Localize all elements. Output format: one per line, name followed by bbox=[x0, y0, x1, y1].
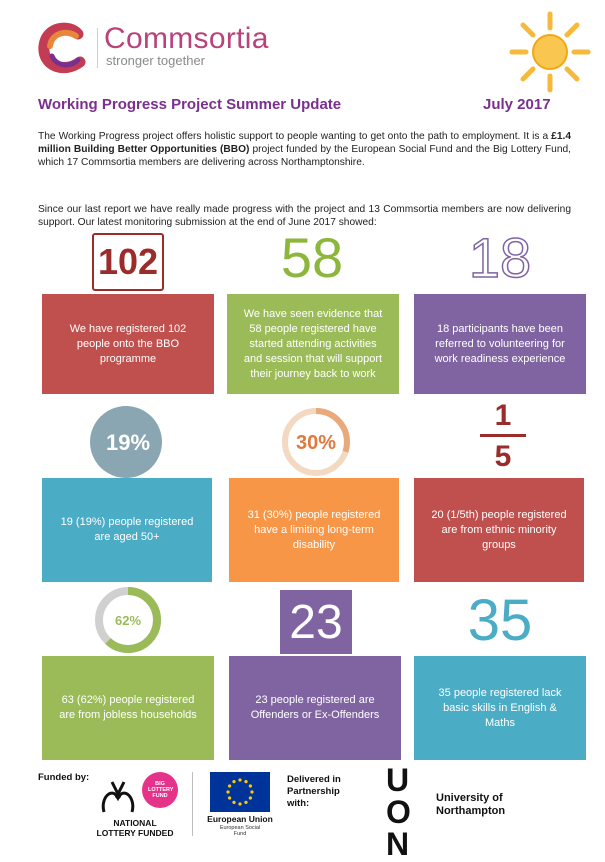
figure-23 bbox=[280, 590, 352, 654]
logo-divider bbox=[97, 28, 98, 68]
stat-text-basic-skills: 35 people registered lack basic skills in English & Maths bbox=[438, 686, 562, 729]
eu-star bbox=[226, 790, 229, 793]
commsortia-logo-icon bbox=[38, 22, 90, 74]
eu-star bbox=[244, 801, 247, 804]
figure-30-percent bbox=[278, 404, 354, 480]
eu-label: European Union bbox=[207, 814, 273, 824]
stat-box-basic-skills bbox=[414, 656, 586, 760]
stat-box-jobless bbox=[42, 656, 214, 760]
national-lottery-label: NATIONAL LOTTERY FUNDED bbox=[96, 818, 174, 838]
figure-19-percent bbox=[88, 404, 164, 480]
brand-name: Commsortia bbox=[104, 22, 269, 55]
uon-logo: UON bbox=[386, 762, 410, 862]
stat-text-volunteering: 18 participants have been referred to volunteering for work readiness experience bbox=[434, 322, 566, 365]
eu-star bbox=[228, 784, 231, 787]
stat-box-volunteering bbox=[414, 294, 586, 394]
brand-tagline: stronger together bbox=[106, 53, 206, 68]
eu-star bbox=[238, 778, 241, 781]
stat-box-attending bbox=[227, 294, 399, 394]
eu-star bbox=[250, 790, 253, 793]
footer-divider bbox=[192, 772, 193, 836]
figure-62-percent bbox=[92, 584, 164, 656]
figure-102-text: 102 bbox=[97, 241, 159, 282]
figure-30-percent-text: 30% bbox=[295, 432, 337, 454]
intro-text-end: project funded by the European Social Fund and the Big Lottery Fund, which 17 Commsortia members are delivering across Northamptonshire. bbox=[38, 144, 571, 168]
progress-paragraph: Since our last report we have really made progress with the project and 13 Commsortia members are now delivering support. Our latest monitoring submission at the end of June 2017 showed: bbox=[38, 204, 571, 228]
stat-text-registered: We have registered 102 people onto the BBO programme bbox=[69, 322, 187, 365]
figure-35: 35 bbox=[467, 588, 533, 653]
eu-star bbox=[238, 802, 241, 805]
figure-102 bbox=[92, 233, 164, 291]
national-lottery-icon bbox=[96, 776, 140, 816]
eu-star bbox=[249, 784, 252, 787]
stat-text-aged-50: 19 (19%) people registered are aged 50+ bbox=[60, 516, 194, 543]
eu-star bbox=[249, 796, 252, 799]
figure-one-fifth bbox=[478, 400, 528, 480]
eu-flag-icon bbox=[210, 772, 270, 812]
intro-funding-highlight: £1.4 million Building Better Opportunities (BBO) bbox=[38, 131, 571, 155]
stat-text-jobless: 63 (62%) people registered are from jobless households bbox=[59, 694, 197, 721]
university-of-northampton-label: University of Northampton bbox=[436, 792, 506, 817]
intro-paragraph bbox=[38, 130, 571, 169]
stat-text-ethnic: 20 (1/5th) people registered are from ethnic minority groups bbox=[431, 508, 567, 551]
big-lottery-logo bbox=[142, 772, 178, 808]
esf-label: European Social Fund bbox=[219, 825, 261, 837]
big-lottery-text: BIG LOTTERY FUND bbox=[148, 781, 174, 799]
eu-star bbox=[232, 801, 235, 804]
page-title: Working Progress Project Summer Update bbox=[38, 96, 342, 113]
stat-box-registered bbox=[42, 294, 214, 394]
figure-58: 58 bbox=[280, 226, 344, 289]
funded-by-label: Funded by: bbox=[38, 772, 90, 783]
fraction-numerator: 1 bbox=[494, 399, 512, 432]
sun-icon bbox=[508, 10, 592, 94]
figure-62-percent-text: 62% bbox=[114, 613, 142, 628]
eu-star bbox=[244, 780, 247, 783]
stat-text-attending: We have seen evidence that 58 people registered have started attending activities and session that will support their journey back to work bbox=[243, 307, 383, 380]
stat-text-disability: 31 (30%) people registered have a limiting long-term disability bbox=[247, 508, 381, 551]
figure-23-text: 23 bbox=[289, 595, 343, 649]
stat-box-aged-50 bbox=[42, 478, 212, 582]
stat-box-offenders bbox=[229, 656, 401, 760]
stat-box-disability bbox=[229, 478, 399, 582]
intro-text-start: The Working Progress project offers holistic support to people wanting to get onto the path to employment. It is a bbox=[38, 131, 552, 142]
stat-box-ethnic bbox=[414, 478, 584, 582]
figure-19-percent-text: 19% bbox=[105, 430, 151, 455]
eu-star bbox=[232, 780, 235, 783]
page-date: July 2017 bbox=[483, 96, 551, 113]
figure-18: 18 bbox=[468, 226, 532, 289]
delivered-in-partnership-label: Delivered in Partnership with: bbox=[287, 774, 341, 809]
stat-text-offenders: 23 people registered are Offenders or Ex-Offenders bbox=[250, 694, 380, 721]
fraction-bar bbox=[480, 434, 526, 437]
eu-star bbox=[228, 796, 231, 799]
fraction-denominator: 5 bbox=[494, 440, 512, 473]
